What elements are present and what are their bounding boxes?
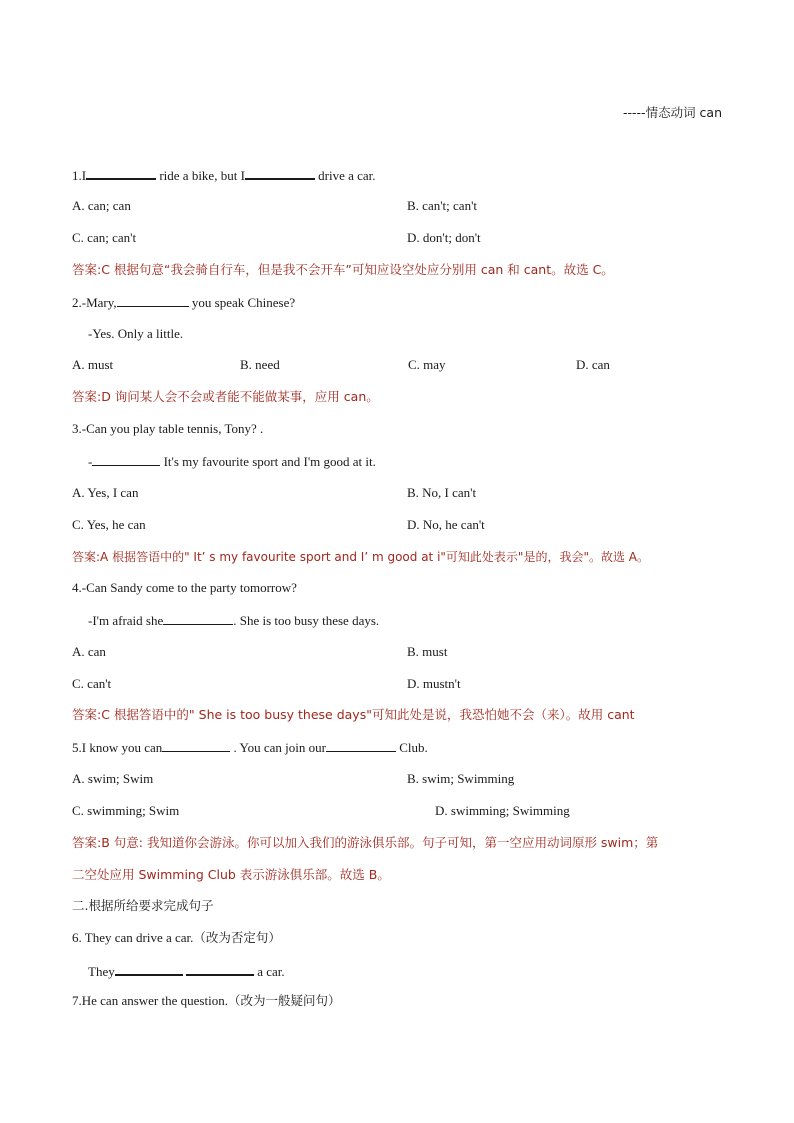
q1-answer: 答案:C 根据句意“我会骑自行车，但是我不会开车”可知应设空处应分别用 can 和 cant。故选 C。 <box>72 262 614 277</box>
q3-blank <box>92 453 160 466</box>
q2-option-d: D. can <box>576 357 610 372</box>
q4-answer: 答案:C 根据答语中的" She is too busy these days"可知此处是说，我恐怕她不会（来）。故用 cant <box>72 707 635 722</box>
q5-blank-1 <box>162 739 230 752</box>
q5-option-c: C. swimming; Swim <box>72 803 180 818</box>
q4-option-a: A. can <box>72 644 106 659</box>
q3-reply <box>88 453 376 470</box>
q6-blank-1 <box>115 962 183 976</box>
q4-reply <box>88 612 379 629</box>
q4-blank <box>163 612 233 625</box>
q1-option-c: C. can; can't <box>72 230 137 245</box>
q6-blank-2 <box>186 962 254 976</box>
q2-reply: -Yes. Only a little. <box>88 326 184 341</box>
q1-option-a: A. can; can <box>72 198 131 213</box>
worksheet-title: -----情态动词 can <box>623 105 722 120</box>
q1-option-b: B. can't; can't <box>407 198 478 213</box>
q2-suffix: you speak Chinese? <box>191 295 296 310</box>
q4-option-c: C. can't <box>72 676 112 691</box>
section-2-title: 二.根据所给要求完成句子 <box>72 898 214 913</box>
q6-instruction: （改为否定句） <box>193 930 281 945</box>
q3-option-d: D. No, he can't <box>407 517 485 532</box>
q4-reply-suffix: . She is too busy these days. <box>233 613 380 628</box>
q5-option-a: A. swim; Swim <box>72 771 154 786</box>
q1-prefix: 1.I <box>72 168 87 183</box>
question-6 <box>72 930 281 946</box>
q3-option-b: B. No, I can't <box>407 485 477 500</box>
q1-middle: ride a bike, but I <box>159 168 245 183</box>
q6-answer-prefix: They <box>88 964 115 979</box>
question-4: 4.-Can Sandy come to the party tomorrow? <box>72 580 297 595</box>
q3-answer: 答案:A 根据答语中的" It’ s my favourite sport and I’ m good at i"可知此处表示"是的，我会"。故选 A。 <box>72 550 649 564</box>
q1-blank-1 <box>86 166 156 180</box>
q2-option-b: B. need <box>240 357 280 372</box>
question-2 <box>72 294 295 311</box>
q5-blank-2 <box>326 739 396 752</box>
q2-answer: 答案:D 询问某人会不会或者能不能做某事，应用 can。 <box>72 389 379 404</box>
q5-answer-line-2: 二空处应用 Swimming Club 表示游泳俱乐部。故选 B。 <box>72 867 390 882</box>
q5-middle: . You can join our <box>233 740 326 755</box>
q4-option-b: B. must <box>407 644 448 659</box>
q5-option-b: B. swim; Swimming <box>407 771 515 786</box>
question-5 <box>72 739 428 756</box>
q1-blank-2 <box>245 166 315 180</box>
q3-option-c: C. Yes, he can <box>72 517 146 532</box>
q1-suffix: drive a car. <box>318 168 376 183</box>
q7-stem: 7.He can answer the question. <box>72 993 228 1008</box>
question-1 <box>72 166 376 184</box>
q6-stem: 6. They can drive a car. <box>72 930 194 945</box>
q6-answer-suffix: a car. <box>257 964 285 979</box>
q2-option-a: A. must <box>72 357 114 372</box>
q2-option-c: C. may <box>408 357 446 372</box>
q5-suffix: Club. <box>399 740 428 755</box>
q4-option-d: D. mustn't <box>407 676 461 691</box>
q5-prefix: 5.I know you can <box>72 740 163 755</box>
q5-option-d: D. swimming; Swimming <box>435 803 570 818</box>
question-7 <box>72 993 340 1009</box>
q3-option-a: A. Yes, I can <box>72 485 139 500</box>
q4-reply-prefix: -I'm afraid she <box>88 613 164 628</box>
q3-reply-text: It's my favourite sport and I'm good at it. <box>163 454 376 469</box>
q3-reply-dash: - <box>88 454 93 469</box>
q5-answer-line-1: 答案:B 句意: 我知道你会游泳。你可以加入我们的游泳俱乐部。句子可知，第一空应用动词原形 swim；第 <box>72 835 659 850</box>
q2-blank <box>117 294 189 307</box>
q2-prefix: 2.-Mary, <box>72 295 117 310</box>
q1-option-d: D. don't; don't <box>407 230 481 245</box>
question-3: 3.-Can you play table tennis, Tony? . <box>72 421 264 436</box>
q6-answer-line <box>88 962 285 980</box>
q7-instruction: （改为一般疑问句） <box>227 993 341 1008</box>
